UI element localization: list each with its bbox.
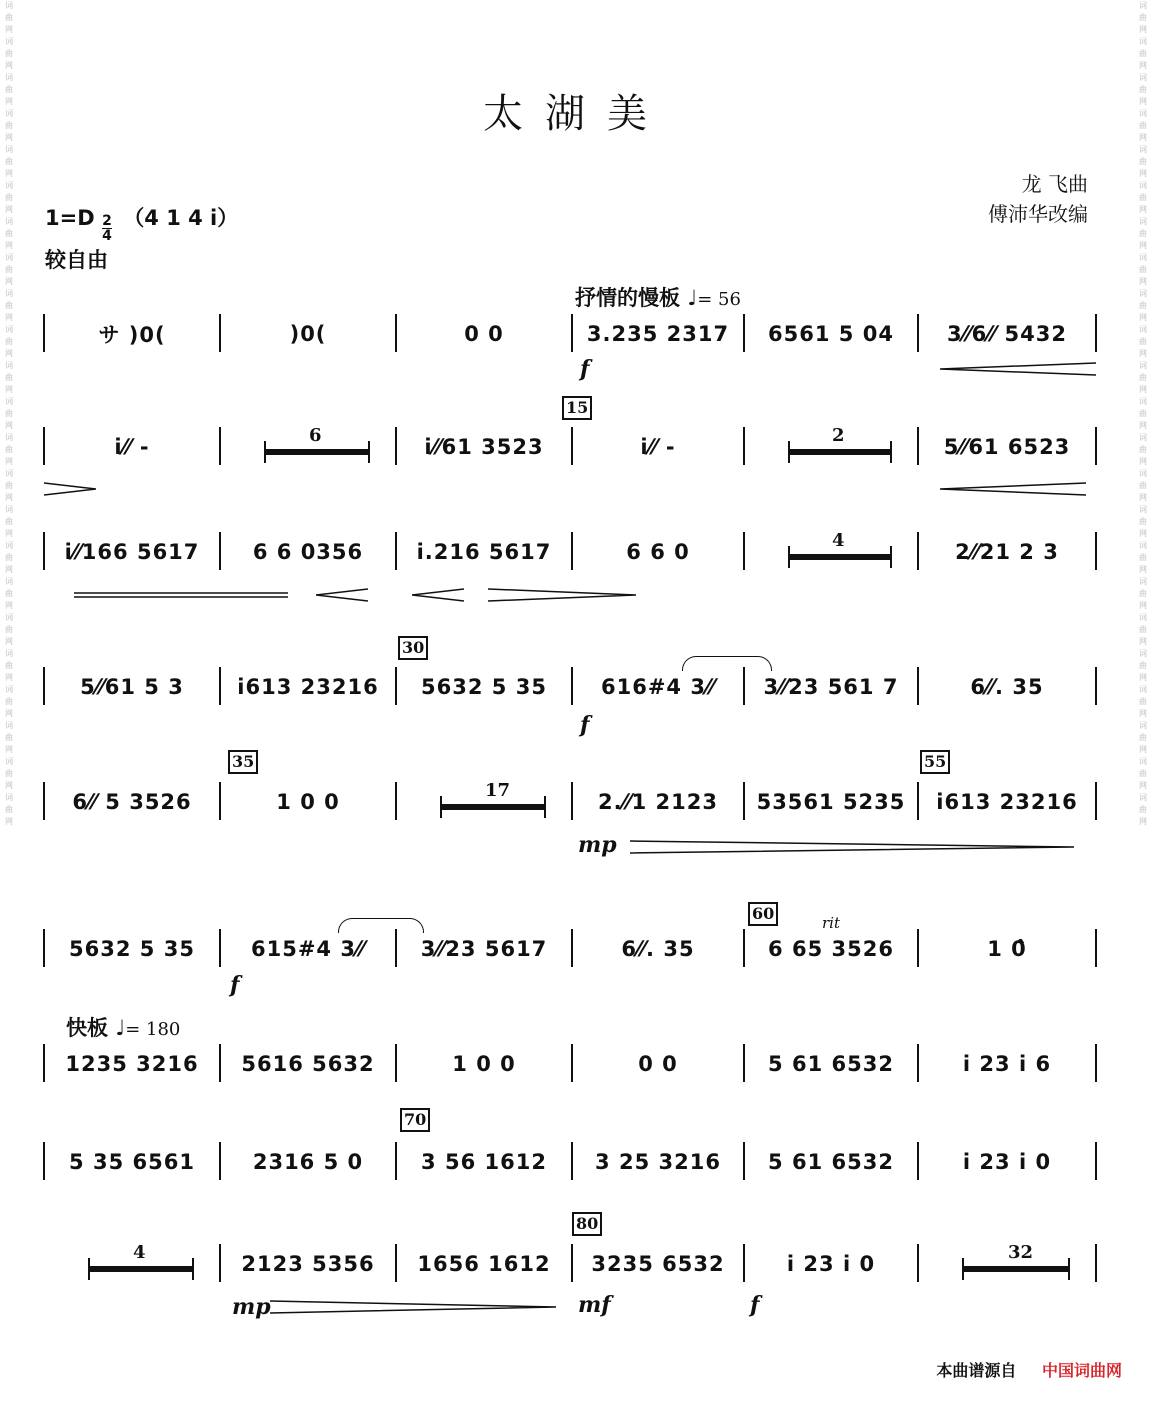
barline bbox=[1095, 1244, 1097, 1282]
barline bbox=[1095, 1044, 1097, 1082]
measure-notes: i.216 5617 bbox=[416, 540, 552, 564]
barline bbox=[571, 314, 573, 352]
barline bbox=[219, 1244, 221, 1282]
multi-measure-rest bbox=[264, 449, 370, 455]
score-row bbox=[44, 780, 1100, 830]
measure-notes: 3⁄⁄6⁄⁄ 5432 bbox=[946, 322, 1067, 346]
barline bbox=[219, 314, 221, 352]
barline bbox=[395, 427, 397, 465]
barline bbox=[1095, 532, 1097, 570]
barline bbox=[917, 314, 919, 352]
dynamic-mf: mf bbox=[578, 1292, 611, 1318]
score-row bbox=[44, 1140, 1100, 1190]
measure-notes: i⁄⁄ - bbox=[114, 435, 150, 459]
key-label: 1=D bbox=[45, 206, 95, 230]
barline bbox=[395, 1142, 397, 1180]
time-num: 2 bbox=[102, 213, 112, 229]
barline bbox=[1095, 782, 1097, 820]
barline bbox=[917, 1244, 919, 1282]
barline bbox=[743, 929, 745, 967]
measure-notes: 6 6 0 bbox=[626, 540, 690, 564]
measure-notes: 5616 5632 bbox=[241, 1052, 375, 1076]
measure-notes: 5 35 6561 bbox=[69, 1150, 195, 1174]
measure-notes: 5⁄⁄61 5 3 bbox=[80, 675, 184, 699]
hairpin bbox=[74, 588, 288, 602]
barline bbox=[219, 1044, 221, 1082]
score-row bbox=[44, 425, 1100, 475]
dynamic-f1: f bbox=[580, 356, 590, 382]
barline bbox=[43, 929, 45, 967]
hairpin bbox=[270, 1300, 556, 1314]
hairpin bbox=[44, 482, 96, 496]
barline bbox=[1095, 314, 1097, 352]
barline bbox=[917, 427, 919, 465]
hairpin bbox=[940, 362, 1096, 376]
measure-notes: 2123 5356 bbox=[241, 1252, 375, 1276]
rehearsal-mark: 55 bbox=[920, 750, 950, 774]
rehearsal-mark: 30 bbox=[398, 636, 428, 660]
barline bbox=[1095, 929, 1097, 967]
tie-slur bbox=[338, 918, 424, 933]
rest-count: 32 bbox=[1008, 1242, 1034, 1263]
measure-notes: 0 0 bbox=[638, 1052, 678, 1076]
barline bbox=[743, 667, 745, 705]
score-row bbox=[44, 312, 1100, 362]
footer-source: 本曲谱源自 bbox=[936, 1361, 1017, 1380]
measure-notes: 6⁄⁄. 35 bbox=[621, 937, 695, 961]
measure-notes: i 23 i 0 bbox=[786, 1252, 876, 1276]
intro-notes: （4 1 4 i） bbox=[123, 206, 239, 230]
measure-notes: 615#4 3⁄⁄ bbox=[251, 937, 365, 961]
multi-measure-rest bbox=[88, 1266, 194, 1272]
rehearsal-mark: 35 bbox=[228, 750, 258, 774]
arranger-credit: 傅沛华改编 bbox=[988, 202, 1088, 226]
barline bbox=[743, 782, 745, 820]
score-row bbox=[44, 665, 1100, 715]
score-row bbox=[44, 1242, 1100, 1292]
barline bbox=[219, 929, 221, 967]
barline bbox=[43, 667, 45, 705]
measure-notes: )0( bbox=[289, 322, 327, 346]
tempo-marking: 较自由 bbox=[45, 248, 108, 272]
barline bbox=[1095, 667, 1097, 705]
measure-notes: サ )0( bbox=[98, 323, 166, 347]
measure-notes: 2⁄⁄21 2 3 bbox=[955, 540, 1059, 564]
quarter-note-icon: ♩ bbox=[115, 1016, 126, 1040]
rest-count: 4 bbox=[832, 530, 845, 551]
footer-site: 中国词曲网 bbox=[1041, 1361, 1122, 1380]
barline bbox=[395, 667, 397, 705]
barline bbox=[743, 1142, 745, 1180]
measure-notes: 53561 5235 bbox=[756, 790, 906, 814]
page-title: 太湖美 bbox=[483, 91, 669, 137]
hairpin bbox=[488, 588, 636, 602]
dynamic-rit: rit bbox=[822, 914, 840, 932]
measure-notes: 5632 5 35 bbox=[421, 675, 547, 699]
dynamic-f2: f bbox=[580, 712, 590, 738]
footer bbox=[936, 1358, 1122, 1381]
measure-notes: 3235 6532 bbox=[591, 1252, 725, 1276]
measure-notes: 3⁄⁄23 5617 bbox=[420, 937, 548, 961]
rest-count: 2 bbox=[832, 425, 845, 446]
barline bbox=[743, 532, 745, 570]
measure-notes: i613 23216 bbox=[237, 675, 379, 699]
measure-notes: 1656 1612 bbox=[417, 1252, 551, 1276]
barline bbox=[219, 667, 221, 705]
measure-notes: i 23 i 6 bbox=[962, 1052, 1052, 1076]
barline bbox=[743, 1044, 745, 1082]
measure-notes: 6⁄⁄ 5 3526 bbox=[72, 790, 192, 814]
barline bbox=[917, 532, 919, 570]
measure-notes: 3 56 1612 bbox=[421, 1150, 547, 1174]
barline bbox=[395, 1244, 397, 1282]
multi-measure-rest bbox=[962, 1266, 1070, 1272]
tempo-slow-mm: = 56 bbox=[697, 289, 741, 310]
barline bbox=[395, 929, 397, 967]
measure-notes: 2316 5 0 bbox=[252, 1150, 364, 1174]
barline bbox=[571, 1044, 573, 1082]
barline bbox=[743, 427, 745, 465]
measure-notes: 0 0 bbox=[464, 322, 504, 346]
dynamic-f3: f bbox=[230, 972, 240, 998]
barline bbox=[219, 427, 221, 465]
barline bbox=[917, 782, 919, 820]
barline bbox=[571, 782, 573, 820]
measure-notes: 3⁄⁄23 561 7 bbox=[763, 675, 899, 699]
time-den: 4 bbox=[102, 228, 112, 244]
barline bbox=[219, 1142, 221, 1180]
rest-count: 6 bbox=[309, 425, 322, 446]
hairpin bbox=[412, 588, 464, 602]
measure-notes: 6561 5 04 bbox=[768, 322, 894, 346]
barline bbox=[43, 532, 45, 570]
tempo-fast-mm: = 180 bbox=[125, 1019, 181, 1040]
dynamic-mp1: mp bbox=[578, 832, 617, 858]
barline bbox=[1095, 1142, 1097, 1180]
measure-notes: 5632 5 35 bbox=[69, 937, 195, 961]
right-watermark: 词曲网词曲网词曲网词曲网词曲网词曲网词曲网词曲网词曲网词曲网词曲网词曲网词曲网词曲网词曲网词曲网词曲网词曲网词曲网词曲网词曲网词曲网词曲网 bbox=[1139, 1, 1147, 826]
score-row bbox=[44, 1042, 1100, 1092]
tempo-fast-label: 快板 bbox=[66, 1016, 108, 1040]
barline bbox=[571, 1142, 573, 1180]
hairpin bbox=[940, 482, 1086, 496]
barline bbox=[395, 782, 397, 820]
barline bbox=[43, 314, 45, 352]
multi-measure-rest bbox=[788, 449, 892, 455]
measure-notes: 1 0 0 bbox=[276, 790, 340, 814]
measure-notes: 1 0̂ bbox=[987, 937, 1027, 961]
rest-count: 17 bbox=[485, 780, 511, 801]
tie-slur bbox=[682, 656, 772, 671]
barline bbox=[917, 1142, 919, 1180]
measure-notes: 5 61 6532 bbox=[768, 1150, 894, 1174]
measure-notes: i 23 i 0 bbox=[962, 1150, 1052, 1174]
dynamic-mp2: mp bbox=[232, 1294, 271, 1320]
barline bbox=[571, 929, 573, 967]
measure-notes: 3 25 3216 bbox=[595, 1150, 721, 1174]
barline bbox=[1095, 427, 1097, 465]
barline bbox=[571, 1244, 573, 1282]
barline bbox=[571, 667, 573, 705]
barline bbox=[571, 532, 573, 570]
measure-notes: 1235 3216 bbox=[65, 1052, 199, 1076]
measure-notes: 1 0 0 bbox=[452, 1052, 516, 1076]
barline bbox=[917, 1044, 919, 1082]
measure-notes: i⁄⁄ - bbox=[640, 435, 676, 459]
rest-count: 4 bbox=[133, 1242, 146, 1263]
barline bbox=[43, 1142, 45, 1180]
barline bbox=[219, 532, 221, 570]
hairpin bbox=[630, 840, 1074, 854]
hairpin bbox=[316, 588, 368, 602]
tempo-slow-label: 抒情的慢板 bbox=[575, 286, 680, 310]
time-signature bbox=[102, 214, 112, 243]
barline bbox=[219, 782, 221, 820]
measure-notes: i⁄⁄166 5617 bbox=[64, 540, 200, 564]
measure-notes: i613 23216 bbox=[936, 790, 1078, 814]
measure-notes: 3.235 2317 bbox=[586, 322, 730, 346]
measure-notes: 2.⁄⁄1 2123 bbox=[598, 790, 718, 814]
rehearsal-mark: 70 bbox=[400, 1108, 430, 1132]
measure-notes: i⁄⁄61 3523 bbox=[424, 435, 544, 459]
score-row bbox=[44, 530, 1100, 580]
tempo-fast bbox=[66, 1012, 180, 1042]
quarter-note-icon: ♩ bbox=[687, 286, 698, 310]
rehearsal-mark: 80 bbox=[572, 1212, 602, 1236]
barline bbox=[743, 1244, 745, 1282]
composer-credit: 龙 飞曲 bbox=[1021, 172, 1088, 196]
multi-measure-rest bbox=[440, 804, 546, 810]
rehearsal-mark: 15 bbox=[562, 396, 592, 420]
barline bbox=[395, 314, 397, 352]
multi-measure-rest bbox=[788, 554, 892, 560]
score-row bbox=[44, 927, 1100, 977]
measure-notes: 6 65 3526 bbox=[768, 937, 894, 961]
barline bbox=[43, 1044, 45, 1082]
barline bbox=[43, 782, 45, 820]
barline bbox=[571, 427, 573, 465]
barline bbox=[917, 929, 919, 967]
tempo-slow bbox=[575, 282, 741, 312]
barline bbox=[395, 532, 397, 570]
barline bbox=[43, 427, 45, 465]
measure-notes: 616#4 3⁄⁄ bbox=[601, 675, 715, 699]
barline bbox=[917, 667, 919, 705]
measure-notes: 5 61 6532 bbox=[768, 1052, 894, 1076]
key-signature bbox=[45, 202, 238, 243]
measure-notes: 6⁄⁄. 35 bbox=[970, 675, 1044, 699]
dynamic-f4: f bbox=[750, 1292, 760, 1318]
measure-notes: 6 6 0356 bbox=[252, 540, 364, 564]
barline bbox=[743, 314, 745, 352]
left-watermark: 词曲网词曲网词曲网词曲网词曲网词曲网词曲网词曲网词曲网词曲网词曲网词曲网词曲网词曲网词曲网词曲网词曲网词曲网词曲网词曲网词曲网词曲网词曲网 bbox=[5, 1, 13, 826]
measure-notes: 5⁄⁄61 6523 bbox=[943, 435, 1071, 459]
barline bbox=[395, 1044, 397, 1082]
rehearsal-mark: 60 bbox=[748, 902, 778, 926]
